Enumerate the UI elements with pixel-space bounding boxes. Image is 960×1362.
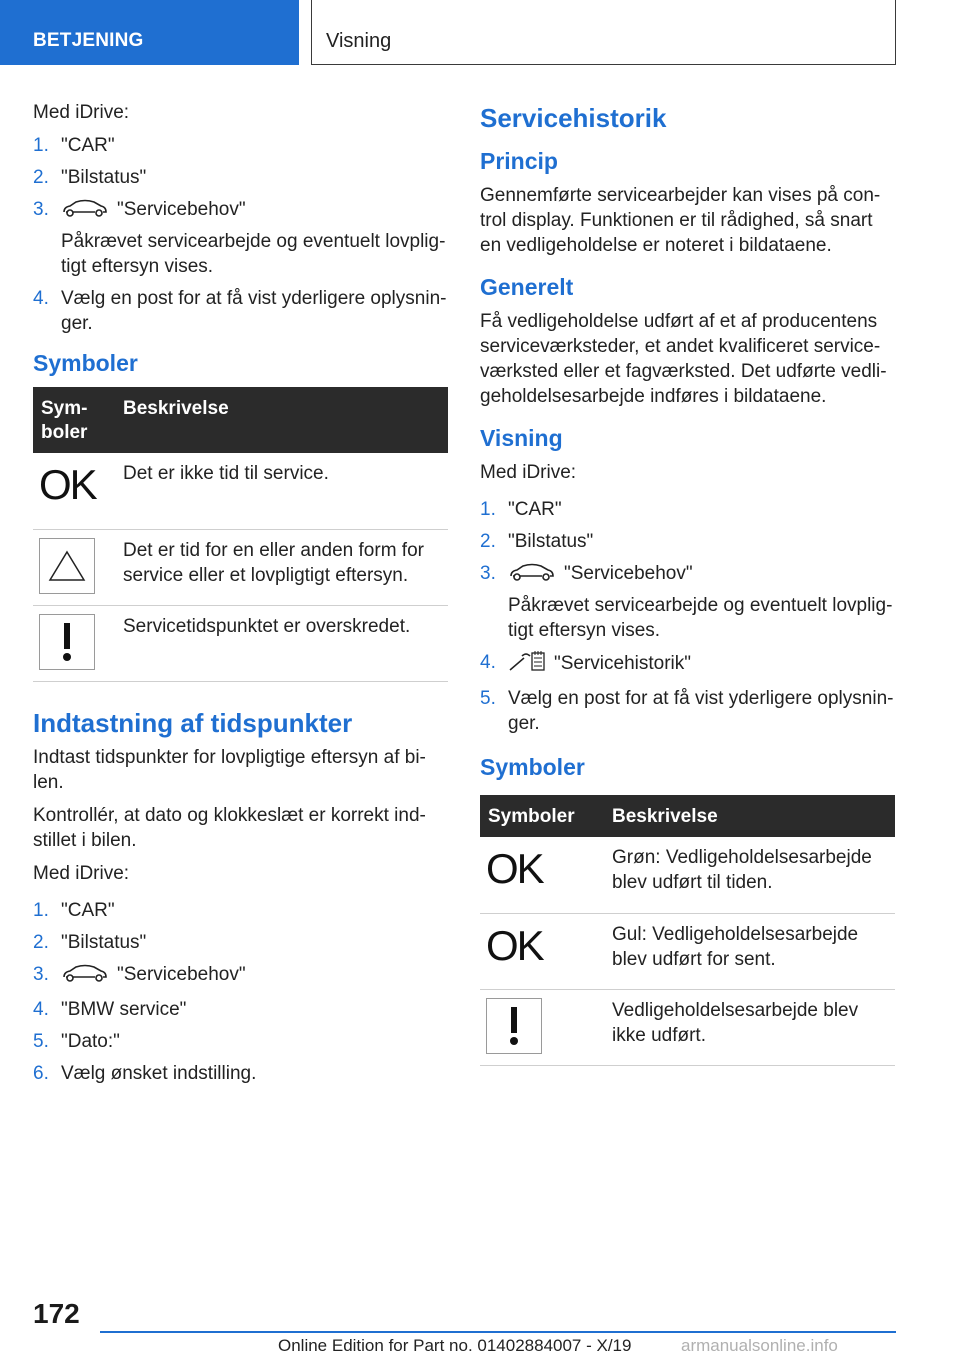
generelt-text: Få vedligeholdelse udført af et af producentens serviceværksteder, et andet kvalificeret service-værksted eller et fagværksted. Det udførte vedli-geholdelsesarbejde indføres i bildataene. — [480, 311, 887, 407]
list-item: 2. "Bilstatus" — [33, 167, 147, 188]
page-number: 172 — [33, 1298, 80, 1329]
car-service-icon — [61, 198, 109, 225]
car-service-icon — [61, 963, 109, 990]
edition-text: Online Edition for Part no. 01402884007 - X/19 — [278, 1336, 632, 1355]
steps-list-2 — [33, 898, 448, 1086]
main-heading: Servicehistorik — [480, 103, 667, 133]
table-header-row — [480, 795, 895, 837]
row-description: Det er tid for en eller anden form for service eller et lovpligtigt eftersyn. — [115, 529, 448, 605]
column-header-symbols: Symboler — [480, 795, 604, 837]
list-item: 4. "BMW service" — [33, 998, 187, 1020]
exclamation-icon — [486, 998, 542, 1054]
ok-yellow-symbol: OK — [486, 921, 543, 969]
service-history-icon — [508, 650, 546, 679]
generelt-heading: Generelt — [480, 274, 574, 300]
history-symbols-table — [480, 795, 895, 1066]
paragraph: Kontrollér, at dato og klokkeslæt er korrekt ind-stillet i bilen. — [33, 804, 426, 851]
list-item: 1. "CAR" — [33, 135, 115, 156]
steps-list-1 — [33, 133, 448, 336]
list-item: 1. "CAR" — [33, 899, 115, 921]
section-label: BETJENING — [33, 30, 144, 51]
intro-text: Med iDrive: — [33, 102, 130, 123]
steps-list-3 — [480, 497, 895, 736]
chapter-header — [311, 0, 896, 65]
list-item: 3. "Servicebehov" Påkrævet servicearbejde og eventuelt lovplig-tigt eftersyn vises. — [33, 199, 446, 277]
list-item: 3. "Servicebehov" — [33, 962, 448, 990]
symbols-heading: Symboler — [33, 350, 138, 376]
symbols-heading: Symboler — [480, 754, 585, 780]
list-item: 6. Vælg ønsket indstilling. — [33, 1062, 257, 1084]
visning-heading: Visning — [480, 425, 563, 451]
footer-divider — [100, 1331, 896, 1333]
exclamation-icon — [39, 614, 95, 670]
left-column — [33, 100, 448, 1100]
section-heading: Indtastning af tidspunkter — [33, 707, 353, 738]
table-row — [33, 605, 448, 681]
section-tab — [0, 0, 299, 65]
table-row — [480, 913, 895, 989]
list-item: 2. "Bilstatus" — [480, 531, 594, 552]
list-item: 4. Vælg en post for at få vist yderligere oplysnin-ger. — [33, 288, 447, 334]
list-item: 5. "Dato:" — [33, 1030, 120, 1052]
watermark: armanualsonline.info — [681, 1336, 838, 1355]
ok-symbol: OK — [39, 461, 96, 508]
chapter-title: Visning — [326, 30, 392, 52]
table-row — [480, 837, 895, 913]
row-description: Vedligeholdelsesarbejde blev ikke udført. — [604, 989, 895, 1065]
list-item: 1. "CAR" — [480, 499, 562, 520]
column-header-description: Beskrivelse — [604, 795, 895, 837]
row-description: Gul: Vedligeholdelsesarbejde blev udført for sent. — [604, 913, 895, 989]
table-row — [33, 529, 448, 605]
list-item: 5. Vælg en post for at få vist yderligere oplysnin-ger. — [480, 688, 894, 734]
row-description: Det er ikke tid til service. — [115, 453, 448, 529]
row-description: Grøn: Vedligeholdelsesarbejde blev udført til tiden. — [604, 837, 895, 913]
princip-text: Gennemførte servicearbejder kan vises på con-trol display. Funktionen er til rådighed, så snart en vedligeholdelse er noteret i bildataene. — [480, 185, 881, 256]
visning-intro: Med iDrive: — [480, 462, 577, 483]
car-service-icon — [508, 562, 556, 589]
ok-green-symbol: OK — [486, 845, 543, 892]
triangle-warning-icon — [39, 538, 95, 594]
column-header-description: Beskrivelse — [115, 387, 448, 453]
paragraph: Indtast tidspunkter for lovpligtige eftersyn af bi-len. — [33, 746, 426, 793]
list-item: 3. "Servicebehov" Påkrævet servicearbejde og eventuelt lovplig-tigt eftersyn vises. — [480, 563, 893, 641]
row-description: Servicetidspunktet er overskredet. — [115, 605, 448, 681]
princip-heading: Princip — [480, 148, 558, 174]
right-column — [480, 100, 895, 1066]
table-row — [480, 989, 895, 1065]
symbols-table — [33, 387, 448, 682]
list-item: 2. "Bilstatus" — [33, 931, 147, 953]
table-row — [33, 453, 448, 529]
list-item: 4. "Servicehistorik" — [480, 650, 895, 679]
paragraph: Med iDrive: — [33, 862, 130, 884]
table-header-row — [33, 387, 448, 453]
column-header-symbols: Sym-boler — [33, 387, 115, 453]
